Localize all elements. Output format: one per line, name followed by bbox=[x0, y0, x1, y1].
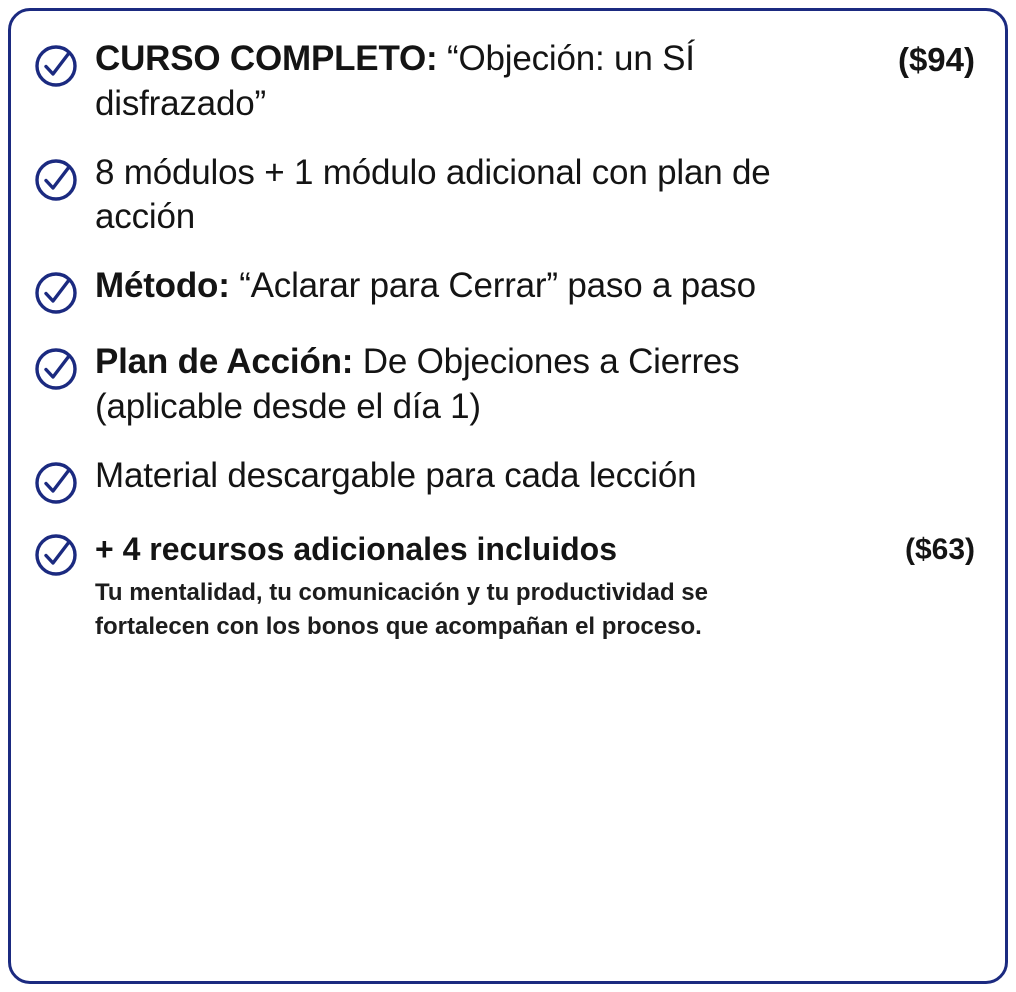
bonus-price: ($63) bbox=[904, 532, 975, 566]
offer-card bbox=[8, 8, 1008, 984]
check-circle-icon bbox=[33, 532, 79, 578]
list-item-text bbox=[95, 264, 756, 309]
bonus-body bbox=[95, 530, 975, 645]
list-item bbox=[33, 454, 975, 530]
bonus-item bbox=[33, 530, 975, 645]
check-circle-icon bbox=[33, 157, 79, 203]
list-item-rest: 8 módulos + 1 módulo adicional con plan de acción bbox=[95, 152, 771, 237]
list-item-text bbox=[95, 454, 696, 499]
check-circle-icon bbox=[33, 43, 79, 89]
bonus-title: + 4 recursos adicionales incluidos bbox=[95, 530, 617, 567]
list-item-text bbox=[95, 151, 875, 241]
list-item-line bbox=[95, 151, 975, 241]
list-item-rest: “Objeción: un SÍ disfrazado” bbox=[95, 39, 695, 123]
list-item-text bbox=[95, 37, 875, 127]
offer-items-list bbox=[33, 37, 975, 644]
list-item-price: ($94) bbox=[897, 41, 975, 78]
list-item bbox=[33, 264, 975, 340]
list-item-body bbox=[95, 264, 975, 309]
list-item bbox=[33, 340, 975, 454]
check-circle-icon bbox=[33, 270, 79, 316]
list-item-body bbox=[95, 340, 975, 430]
list-item-rest: Material descargable para cada lección bbox=[95, 455, 697, 495]
list-item bbox=[33, 37, 975, 151]
bonus-line bbox=[95, 530, 975, 568]
list-item-bold: Método: bbox=[95, 266, 230, 306]
check-circle-icon bbox=[33, 346, 79, 392]
list-item-text bbox=[95, 340, 875, 430]
list-item-line bbox=[95, 454, 975, 499]
bonus-description: Tu mentalidad, tu comunicación y tu productividad se fortalecen con los bonos que acompañan el proceso. bbox=[95, 579, 708, 641]
list-item bbox=[33, 151, 975, 265]
list-item-rest: De Objeciones a Cierres (aplicable desde el día 1) bbox=[95, 342, 740, 426]
check-circle-icon bbox=[33, 460, 79, 506]
list-item-line bbox=[95, 264, 975, 309]
list-item-bold: Plan de Acción: bbox=[95, 342, 354, 382]
list-item-body bbox=[95, 37, 975, 127]
list-item-line bbox=[95, 37, 975, 127]
list-item-body bbox=[95, 454, 975, 499]
list-item-rest: “Aclarar para Cerrar” paso a paso bbox=[229, 266, 756, 306]
list-item-line bbox=[95, 340, 975, 430]
list-item-body bbox=[95, 151, 975, 241]
list-item-bold: CURSO COMPLETO: bbox=[95, 39, 438, 78]
